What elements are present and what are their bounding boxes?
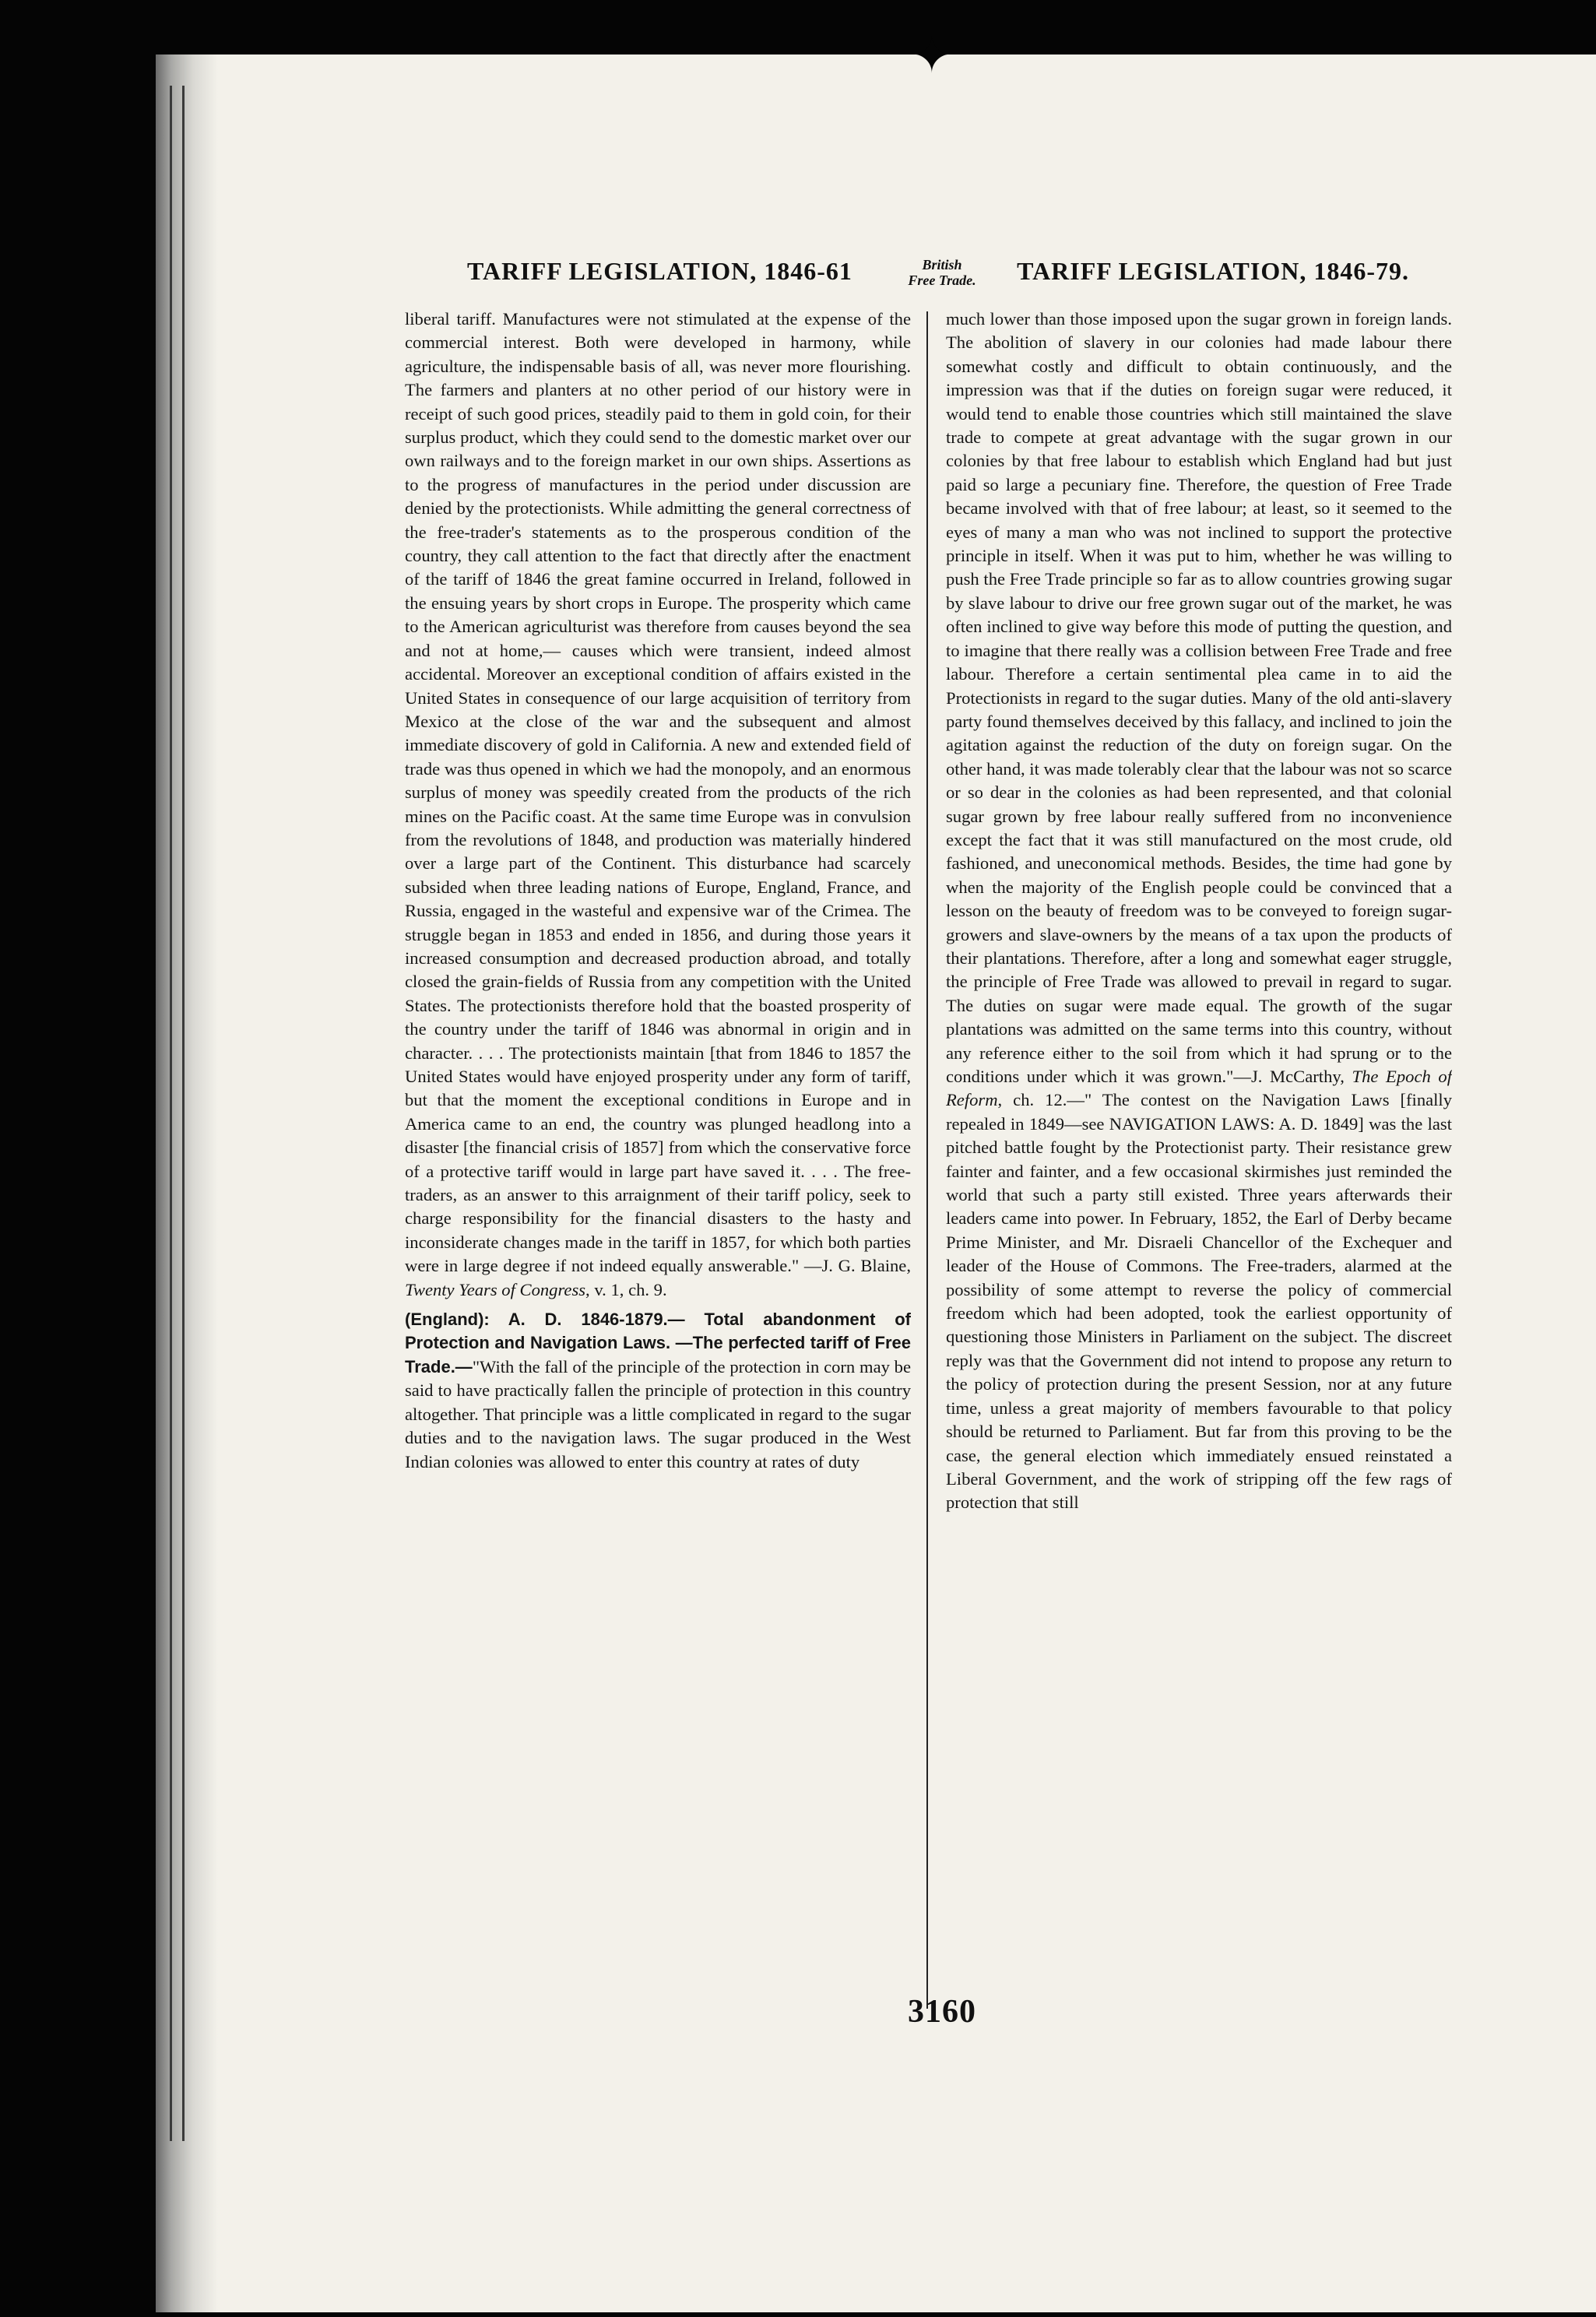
right-paragraph: [946, 308, 1452, 1515]
left-paragraph: [405, 308, 911, 1302]
citation-tail: , ch. 12.—" The contest on the Navigation Laws [finally repealed in 1849—see NAVIGATION LAWS: A. D. 1849] was the last pitched battle fought by the Protectionist party. Their resistance grew fainter and fainter, and a few occasional skirmishes just reminded the world that such a party still existed. Three years afterwards their leaders came into power. In February, 1852, the Earl of Derby became Prime Minister, and Mr. Disraeli Chancellor of the Exchequer and leader of the House of Commons. The Free-traders, alarmed at the possibility of some attempt to reverse the policy of commercial freedom which had been adopted, took the earliest opportunity of questioning those Ministers in Parliament on the subject. The discreet reply was that the Government did not intend to propose any return to the policy of protection during the present Session, nor at any future time, unless a great majority of members favourable to that policy should be returned to Parliament. But far from this proving to be the case, the general election which immediately ensued reinstated a Liberal Government, and the work of stripping off the few rags of protection that still: [946, 1090, 1452, 1513]
right-column: [946, 308, 1452, 1981]
citation-title: The Epoch of Reform: [946, 1067, 1452, 1110]
header-center-subject: [884, 257, 1000, 288]
binding-stripe: [182, 86, 185, 2141]
header-center-line1: British: [922, 257, 962, 272]
citation-title: Twenty Years of Congress: [405, 1279, 586, 1299]
entry-text: "With the fall of the principle of the protection in corn may be said to have practically fallen the principle of protection in this country altogether. That principle was a little complicated in regard to the sugar duties and to the navigation laws. The sugar produced in the West Indian colonies was allowed to enter this country at rates of duty: [405, 1356, 911, 1471]
left-paragraph-text: liberal tariff. Manufactures were not stimulated at the expense of the commercial interest. Both were developed in harmony, while agriculture, the indispensable basis of all, was never more flourishing. The farmers and planters at no other period of our history were in receipt of such good prices, steadily paid to them in gold coin, for their surplus product, which they could send to the domestic market over our own railways and to the foreign market in our own ships. Assertions as to the progress of manufactures in the period under discussion are denied by the protectionists. While admitting the general correctness of the free-trader's statements as to the prosperous condition of the country, they call attention to the fact that directly after the enactment of the tariff of 1846 the great famine occurred in Ireland, followed in the ensuing years by short crops in Europe. The prosperity which came to the American agriculturist was therefore from causes beyond the sea and not at home,— causes which were transient, indeed almost accidental. Moreover an exceptional condition of affairs existed in the United States in consequence of our large acquisition of territory from Mexico at the close of the war and the subsequent and almost immediate discovery of gold in California. A new and extended field of trade was thus opened in which we had the monopoly, and an enormous surplus of money was speedily created from the products of the rich mines on the Pacific coast. At the same time Europe was in convulsion from the revolutions of 1848, and production was materially hindered over a large part of the Continent. This disturbance had scarcely subsided when three leading nations of Europe, England, France, and Russia, engaged in the wasteful and expensive war of the Crimea. The struggle began in 1853 and ended in 1856, and during those years it increased consumption and decreased production abroad, and totally closed the grain-fields of Russia from any competition with the United States. The protectionists therefore hold that the boasted prosperity of the country under the tariff of 1846 was abnormal in origin and in character. . . . The protectionists maintain [that from 1846 to 1857 the United States would have enjoyed prosperity under any form of tariff, but that the moment the exceptional conditions in Europe and in America came to an end, the country was plunged headlong into a disaster [the financial crisis of 1857] from which the conservative force of a protective tariff would in large part have saved it. . . . The free-traders, as an answer to this arraignment of their tariff policy, seek to charge responsibility for the financial disasters to the hasty and inconsiderate changes made in the tariff in 1857, for which both parties were in large degree if not indeed equally answerable." —J. G. Blaine,: [405, 309, 911, 1276]
page-number: 3160: [908, 1994, 976, 2030]
scan-mark-icon: ✦: [911, 28, 953, 83]
entry-heading: (England): A. D. 1846-1879.— Total abandonment of Protection and Navigation Laws. —The perfected tariff of Free Trade.—: [405, 1310, 911, 1376]
entry-england-1846-1879: [405, 1308, 911, 1474]
running-header: [459, 257, 1417, 304]
header-left-title: TARIFF LEGISLATION, 1846-61: [467, 257, 852, 285]
header-right-title: TARIFF LEGISLATION, 1846-79.: [1017, 257, 1409, 285]
citation-tail: , v. 1, ch. 9.: [585, 1279, 667, 1299]
right-paragraph-text: much lower than those imposed upon the sugar grown in foreign lands. The abolition of slavery in our colonies had made labour there somewhat costly and difficult to obtain continuously, and the impression was that if the duties on foreign sugar were reduced, it would tend to enable those countries which still maintained the slave trade to compete at great advantage with the sugar grown in our colonies by that free labour to establish which England had but just paid so large a pecuniary fine. Therefore, the question of Free Trade became involved with that of free labour; at least, so it seemed to the eyes of many a man who was not inclined to support the protective principle in itself. When it was put to him, whether he was willing to push the Free Trade principle so far as to allow countries growing sugar by slave labour to drive our free grown sugar out of the market, he was often inclined to give way before this mode of putting the question, and to imagine that there really was a collision between Free Trade and free labour. Therefore a certain sentimental plea came in to aid the Protectionists in regard to the sugar duties. Many of the old anti-slavery party found themselves deceived by this fallacy, and inclined to join the agitation against the reduction of the duty on foreign sugar. On the other hand, it was made tolerably clear that the labour was not so scarce or so dear in the colonies as had been represented, and that colonial sugar grown by free labour really suffered from no inconvenience except the fact that it was still manufactured on the most crude, old fashioned, and uneconomical methods. Besides, the time had gone by when the majority of the English people could be convinced that a lesson on the beauty of freedom was to be conveyed to foreign sugar-growers and slave-owners by the means of a tax upon the products of their plantations. Therefore, after a long and somewhat eager struggle, the principle of Free Trade was allowed to prevail in regard to sugar. The duties on sugar were made equal. The growth of the sugar plantations was admitted on the same terms into this country, without any reference either to the soil from which it had sprung or to the conditions under which it was grown."—J. McCarthy,: [946, 309, 1452, 1086]
page-binding-edge: [156, 54, 218, 2312]
left-column: [405, 308, 911, 1981]
column-divider: [926, 311, 928, 2009]
binding-stripe: [170, 86, 172, 2141]
header-center-line2: Free Trade.: [908, 272, 976, 288]
